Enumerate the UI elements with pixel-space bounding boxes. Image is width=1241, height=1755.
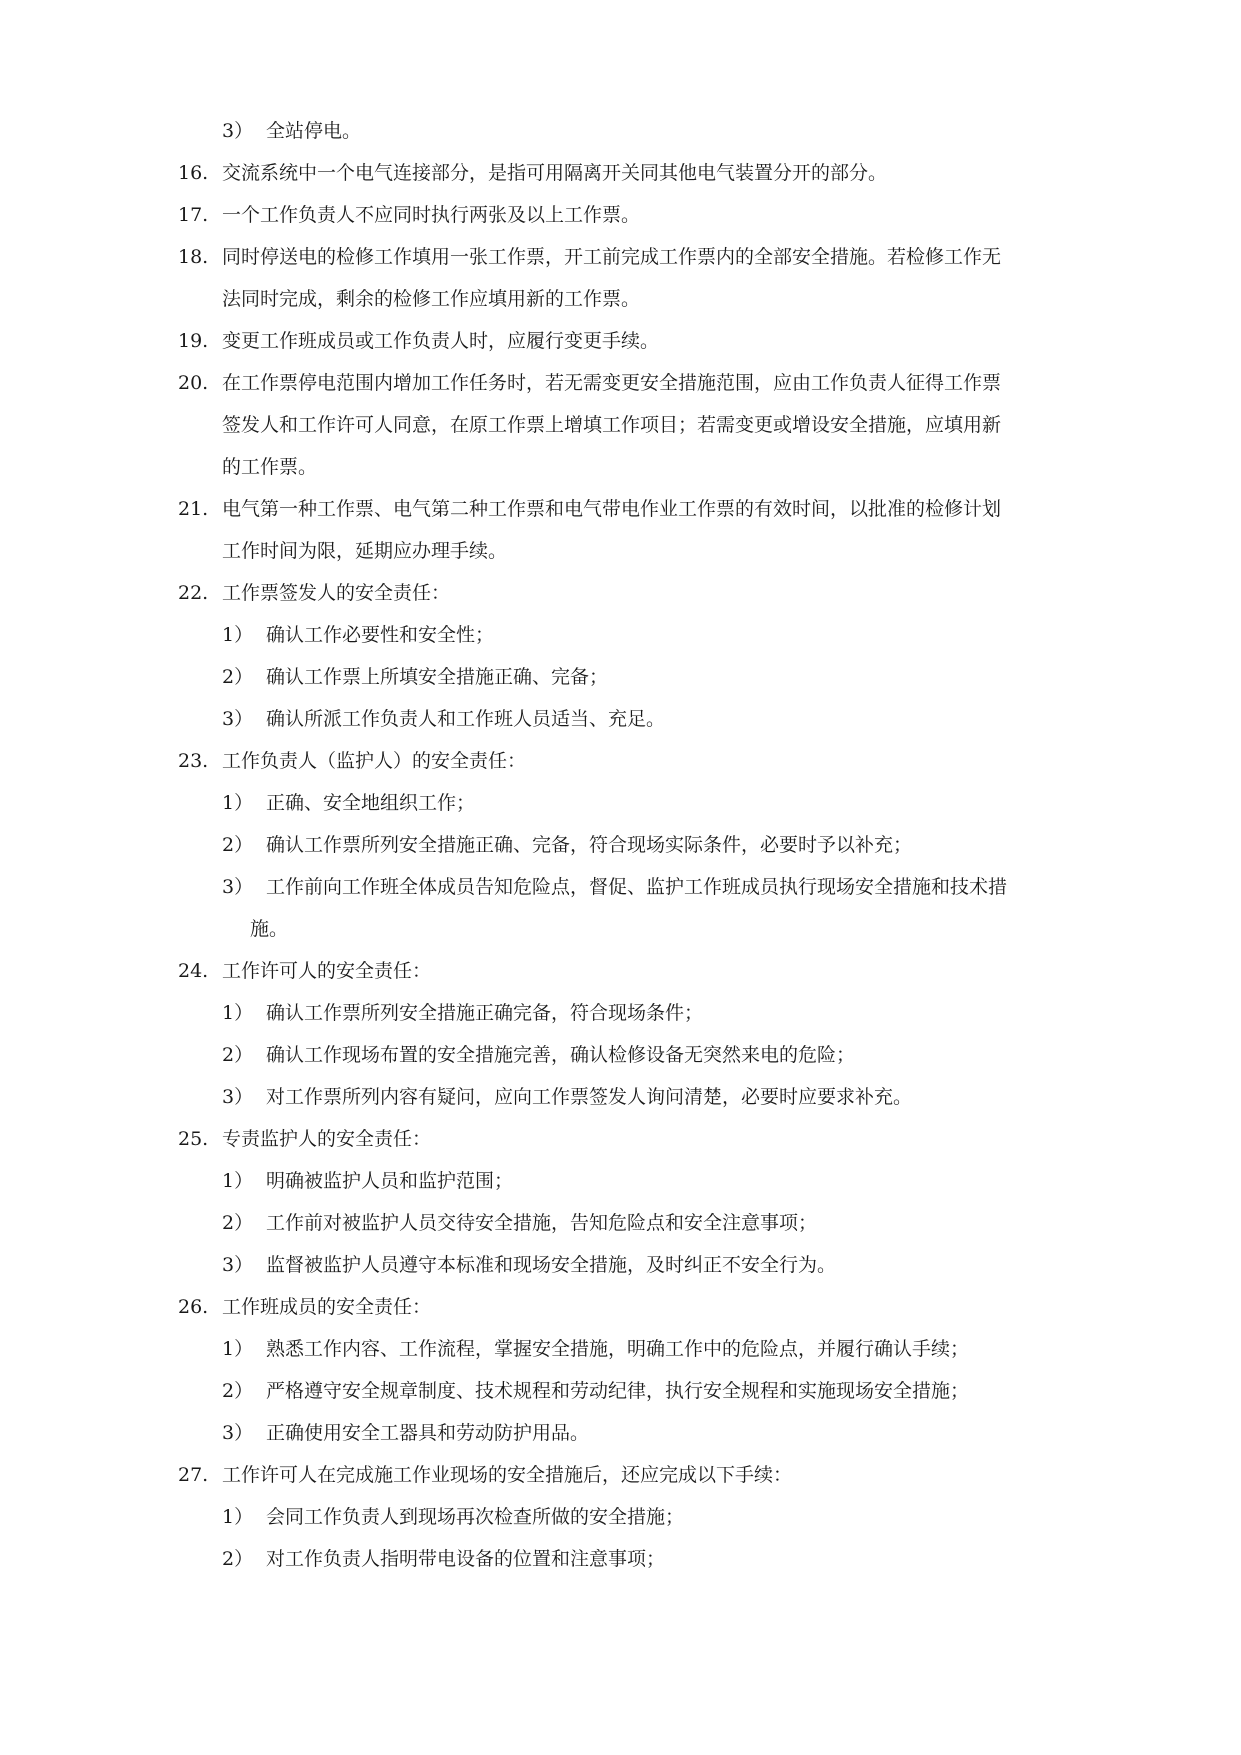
item-text: 对工作票所列内容有疑问，应向工作票签发人询问清楚，必要时应要求补充。 [266, 1086, 913, 1108]
text-line [0, 530, 1241, 572]
text-line [0, 1286, 1241, 1328]
item-number: 21. [178, 498, 209, 520]
item-number: 19. [178, 330, 209, 352]
sub-item-number: 3） [222, 1422, 254, 1444]
item-text: 电气第一种工作票、电气第二种工作票和电气带电作业工作票的有效时间，以批准的检修计划 [222, 498, 1002, 520]
item-text: 正确、安全地组织工作； [266, 792, 476, 814]
text-line [0, 110, 1241, 152]
text-line [0, 1496, 1241, 1538]
item-text: 正确使用安全工器具和劳动防护用品。 [266, 1422, 590, 1444]
item-number: 16. [178, 162, 209, 184]
item-text: 监督被监护人员遵守本标准和现场安全措施，及时纠正不安全行为。 [266, 1254, 837, 1276]
sub-item-number: 3） [222, 1086, 254, 1108]
item-number: 17. [178, 204, 209, 226]
text-line [0, 1160, 1241, 1202]
text-line [0, 1034, 1241, 1076]
sub-item-number: 1） [222, 1170, 254, 1192]
item-text: 变更工作班成员或工作负责人时，应履行变更手续。 [222, 330, 660, 352]
item-number: 26. [178, 1296, 209, 1318]
item-text: 工作许可人的安全责任： [222, 960, 432, 982]
text-line [0, 194, 1241, 236]
item-number: 20. [178, 372, 209, 394]
text-line [0, 404, 1241, 446]
item-text: 明确被监护人员和监护范围； [266, 1170, 514, 1192]
item-text: 严格遵守安全规章制度、技术规程和劳动纪律，执行安全规程和实施现场安全措施； [266, 1380, 970, 1402]
continuation-text: 施。 [250, 918, 289, 940]
text-line [0, 446, 1241, 488]
item-number: 25. [178, 1128, 209, 1150]
item-number: 22. [178, 582, 209, 604]
continuation-text: 工作时间为限，延期应办理手续。 [222, 540, 508, 562]
text-line [0, 152, 1241, 194]
item-text: 确认工作票上所填安全措施正确、完备； [266, 666, 609, 688]
item-text: 专责监护人的安全责任： [222, 1128, 432, 1150]
text-line [0, 824, 1241, 866]
sub-item-number: 2） [222, 1548, 254, 1570]
item-text: 工作班成员的安全责任： [222, 1296, 432, 1318]
item-text: 工作票签发人的安全责任： [222, 582, 451, 604]
text-line [0, 236, 1241, 278]
text-line [0, 320, 1241, 362]
text-line [0, 1202, 1241, 1244]
sub-item-number: 3） [222, 1254, 254, 1276]
text-line [0, 992, 1241, 1034]
continuation-text: 法同时完成，剩余的检修工作应填用新的工作票。 [222, 288, 641, 310]
item-text: 工作前对被监护人员交待安全措施，告知危险点和安全注意事项； [266, 1212, 818, 1234]
sub-item-number: 2） [222, 1380, 254, 1402]
text-line [0, 614, 1241, 656]
text-line [0, 572, 1241, 614]
text-line [0, 1454, 1241, 1496]
text-line [0, 1412, 1241, 1454]
text-line [0, 866, 1241, 908]
sub-item-number: 3） [222, 876, 254, 898]
item-number: 27. [178, 1464, 209, 1486]
item-text: 确认工作必要性和安全性； [266, 624, 495, 646]
text-line [0, 1370, 1241, 1412]
sub-item-number: 1） [222, 1338, 254, 1360]
text-line [0, 908, 1241, 950]
text-line [0, 698, 1241, 740]
item-number: 24. [178, 960, 209, 982]
item-text: 对工作负责人指明带电设备的位置和注意事项； [266, 1548, 666, 1570]
item-text: 一个工作负责人不应同时执行两张及以上工作票。 [222, 204, 641, 226]
sub-item-number: 1） [222, 1002, 254, 1024]
text-line [0, 1538, 1241, 1580]
sub-item-number: 2） [222, 834, 254, 856]
text-line [0, 278, 1241, 320]
sub-item-number: 2） [222, 1044, 254, 1066]
text-line [0, 362, 1241, 404]
item-text: 会同工作负责人到现场再次检查所做的安全措施； [266, 1506, 685, 1528]
sub-item-number: 3） [222, 708, 254, 730]
item-text: 工作许可人在完成施工作业现场的安全措施后，还应完成以下手续： [222, 1464, 793, 1486]
continuation-text: 签发人和工作许可人同意，在原工作票上增填工作项目；若需变更或增设安全措施，应填用新 [222, 414, 1002, 436]
sub-item-number: 3） [222, 120, 254, 142]
sub-item-number: 2） [222, 666, 254, 688]
text-line [0, 740, 1241, 782]
sub-item-number: 1） [222, 1506, 254, 1528]
text-line [0, 1328, 1241, 1370]
item-text: 全站停电。 [266, 120, 362, 142]
item-text: 确认工作票所列安全措施正确、完备，符合现场实际条件，必要时予以补充； [266, 834, 913, 856]
item-text: 熟悉工作内容、工作流程，掌握安全措施，明确工作中的危险点，并履行确认手续； [266, 1338, 970, 1360]
sub-item-number: 1） [222, 792, 254, 814]
item-text: 在工作票停电范围内增加工作任务时，若无需变更安全措施范围，应由工作负责人征得工作票 [222, 372, 1002, 394]
item-number: 18. [178, 246, 209, 268]
text-line [0, 950, 1241, 992]
item-text: 确认工作票所列安全措施正确完备，符合现场条件； [266, 1002, 704, 1024]
item-text: 工作前向工作班全体成员告知危险点，督促、监护工作班成员执行现场安全措施和技术措 [266, 876, 1008, 898]
item-number: 23. [178, 750, 209, 772]
item-text: 确认所派工作负责人和工作班人员适当、充足。 [266, 708, 666, 730]
text-line [0, 782, 1241, 824]
continuation-text: 的工作票。 [222, 456, 318, 478]
text-line [0, 1076, 1241, 1118]
text-line [0, 656, 1241, 698]
item-text: 确认工作现场布置的安全措施完善，确认检修设备无突然来电的危险； [266, 1044, 856, 1066]
document-page [0, 110, 1241, 1580]
item-text: 工作负责人（监护人）的安全责任： [222, 750, 527, 772]
item-text: 交流系统中一个电气连接部分，是指可用隔离开关同其他电气装置分开的部分。 [222, 162, 888, 184]
text-line [0, 1118, 1241, 1160]
item-text: 同时停送电的检修工作填用一张工作票，开工前完成工作票内的全部安全措施。若检修工作无 [222, 246, 1002, 268]
text-line [0, 1244, 1241, 1286]
sub-item-number: 2） [222, 1212, 254, 1234]
text-line [0, 488, 1241, 530]
sub-item-number: 1） [222, 624, 254, 646]
